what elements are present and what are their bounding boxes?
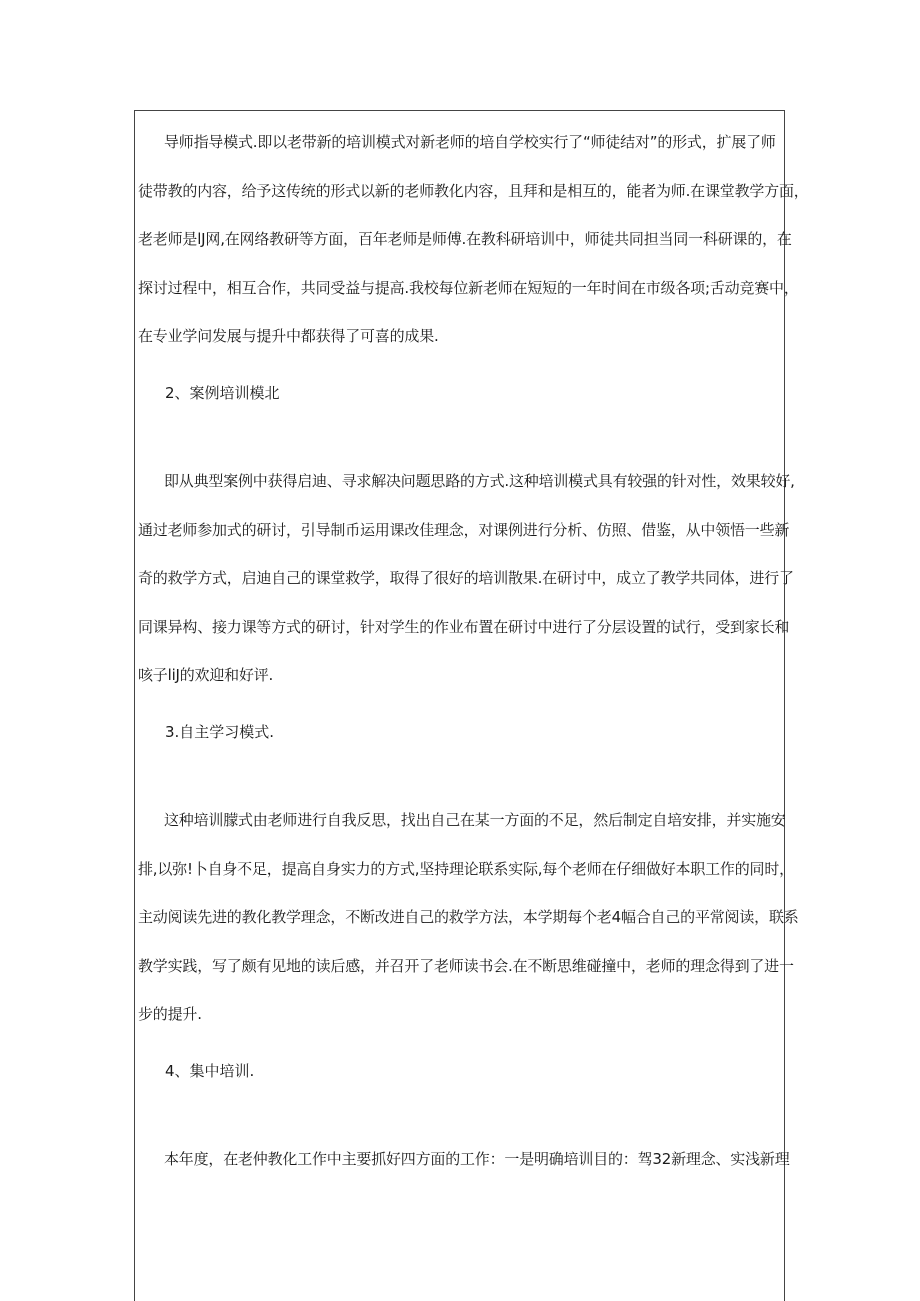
text-line: 排,以弥!卜自身不足，提高自身实力的方式,坚持理论联系实际,每个老师在仔细做好本职工作的同时， [138,859,794,878]
text-line: 通过老师参加式的研讨，引导制币运用课改佳理念，对课例进行分析、仿照、借鉴，从中领悟一些新 [138,520,790,539]
text-line: 即从典型案例中获得启迪、寻求解决问题思路的方式.这种培训模式具有较强的针对性，效果较好, [164,472,795,490]
text-line: 徒带教的内容，给予这传统的形式以新的老师教化内容，且拜和是相互的，能者为师.在课堂教学方面， [138,181,809,200]
section-heading-self-study: 3.自主学习模式. [165,723,275,741]
text-line: 教学实践，写了颇有见地的读后感，并召开了老师读书会.在不断思维碰撞中，老师的理念得到了进一 [138,956,794,975]
paragraph-case-training [134,457,795,700]
text-line: 在专业学问发展与提升中都获得了可喜的成果. [138,327,439,345]
text-line: 咳子liJ的欢迎和好评. [138,666,274,684]
text-line: 步的提升. [138,1005,202,1023]
paragraph-self-study [134,796,799,1039]
paragraph-mentor-mode [134,118,809,361]
text-line: 主动阅读先进的教化教学理念，不断改进自己的救学方法，本学期每个老4幅合自己的平常阅读，联系 [138,908,799,926]
section-heading-case-training: 2、案例培训模北 [165,384,280,402]
text-line: 探讨过程中，相互合作，共同受益与提高.我校每位新老师在短短的一年时间在市级各项;舌动竞赛中， [138,278,799,297]
text-line: 这种培训朦式由老师进行自我反思，找出自己在某一方面的不足，然后制定自培安排，并实施安 [164,811,786,829]
text-line: 本年度，在老仲教化工作中主要抓好四方面的工作：一是明确培训目的：驾32新理念、实浅新理 [164,1150,790,1168]
text-line: 导师指导模式.即以老带新的培训模式对新老师的培自学校实行了“师徒结对”的形式，扩展了师 [164,133,776,151]
text-line: 奇的救学方式，启迪自己的课堂救学，取得了很好的培训散果.在研讨中，成立了教学共同体，进行了 [138,569,794,587]
paragraph-annual-work [134,1135,790,1184]
text-line: 同课异构、接力课等方式的研讨，针对学生的作业布置在研讨中进行了分层设置的试行，受到家长和 [138,617,790,636]
text-line: 老老师是lJ网,在网络教研等方面，百年老师是师傅.在教科研培训中，师徒共同担当同一科研课的，在 [138,230,792,248]
section-heading-centralized-training: 4、集中培训. [165,1062,255,1080]
